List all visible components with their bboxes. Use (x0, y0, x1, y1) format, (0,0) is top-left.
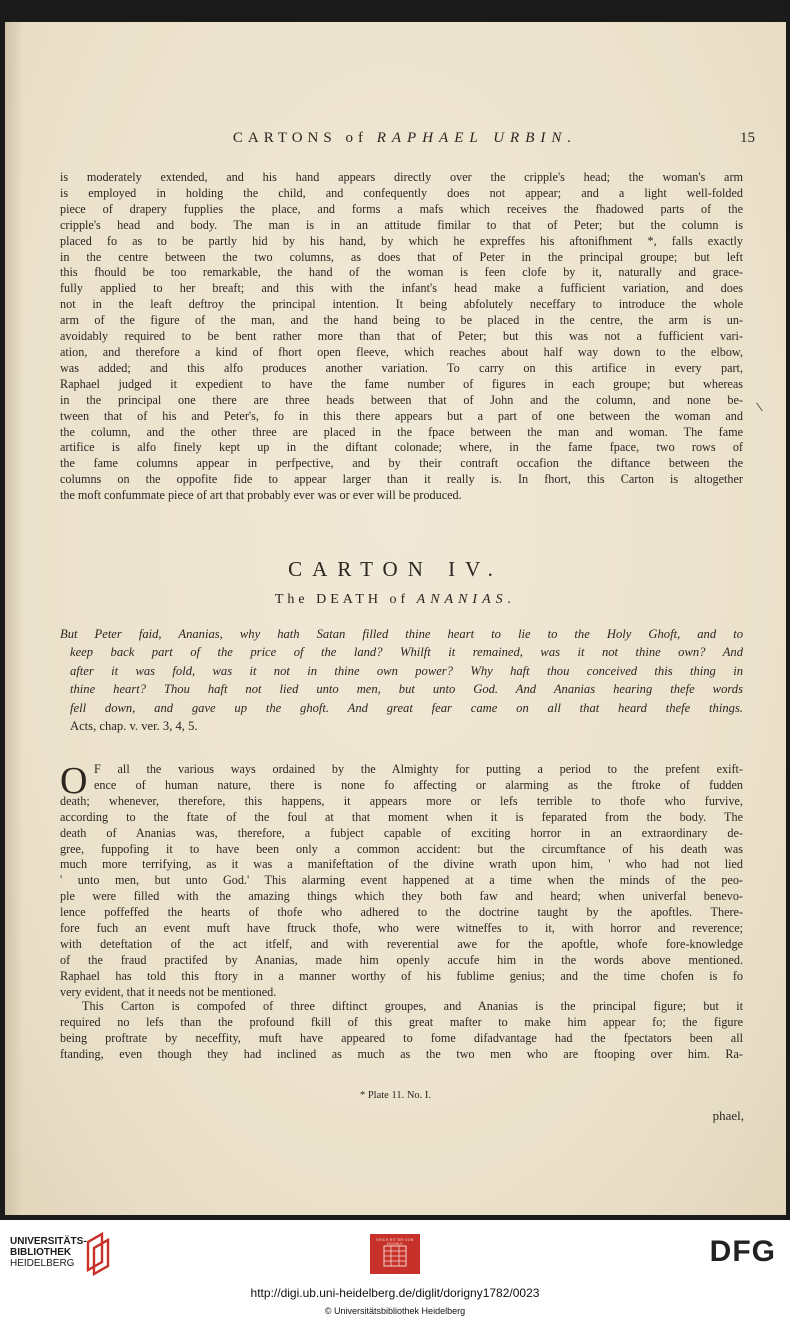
paragraph-2 (60, 762, 743, 1001)
running-head (45, 114, 765, 154)
text-line: Raphael judged it expedient to have the fame number of figures in each groupe; but whereas (60, 376, 743, 391)
text-line: ' unto men, but unto God.' This alarming event happened at a time when the minds of the peo- (60, 873, 743, 888)
text-line: death of Ananias was, therefore, a fubject capable of exciting horror in an extraordinary de- (60, 825, 743, 840)
paragraph-3 (60, 999, 743, 1063)
epigraph (60, 625, 743, 735)
text-line: artifice is alfo finely kept up in the diftant colonade; where, in the fame fpace, two rows of (60, 440, 743, 455)
text-line: This Carton is compofed of three diftinct groupes, and Ananias is the principal figure; but it (82, 999, 743, 1013)
text-line: was added; and this alfo produces another variation. To carry on this artifice in every part, (60, 360, 743, 375)
text-line: fore fuch an event muft have ftruck thofe, who were witneffes to it, with horror and reverence; (60, 921, 743, 936)
copyright-notice: © Universitätsbibliothek Heidelberg (324, 1306, 466, 1316)
text-line: ation, and therefore a kind of fhort open fleeve, which reaches about half way down to the elbow, (60, 344, 743, 359)
text-line: cripple's head and body. The man is in an attitude fimilar to that of Peter; but the column is (60, 217, 743, 232)
library-name-line-1: UNIVERSITÄTS- (10, 1236, 87, 1247)
text-line: columns on the oppofite fide to appear larger than it really is. In fhort, this Carton is altogether (60, 472, 743, 487)
text-line: in the centre between the two columns, as does that of Peter in the principal groupe; but left (60, 249, 743, 264)
text-line: arm of the figure of the man, and the hand being to be placed in the centre, the arm is un- (60, 313, 743, 328)
epigraph-citation: Acts, chap. v. ver. 3, 4, 5. (70, 719, 198, 734)
catchword: phael, (712, 1108, 744, 1123)
margin-mark (756, 403, 763, 412)
footnote: * Plate 11. No. I. (359, 1090, 432, 1101)
epigraph-line: after it was fold, was it not in thine own power? Why haft thou conceived this thing in (70, 663, 743, 678)
text-line: the moft confummate piece of art that probably ever was or ever will be produced. (60, 488, 462, 503)
seal-text: ERICH RITTER VON DOUBLE (376, 1238, 414, 1246)
drop-cap: O (60, 760, 88, 802)
text-line: with deteftation of the act itfelf, and with reverential awe for the apoftle, whofe fore-knowledge (60, 936, 743, 951)
text-line: Raphael has told this ftory in a manner worthy of his fublime genius; and the time chofen is fo (60, 968, 743, 983)
text-line: the column, and the other three are placed in the fpace between the man and woman. The fame (60, 424, 743, 439)
viewer-footer (0, 1220, 790, 1324)
text-line: placed fo as to be partly hid by his hand, by which he expreffes his aftonifhment *, falls exactly (60, 233, 743, 248)
book-page (5, 22, 786, 1215)
text-line: according to the ftate of the foul at that moment when it is feparated from the body. The (60, 809, 743, 824)
library-logo-mark-icon (82, 1230, 114, 1276)
text-line: tween that of his and Peter's, fo in this there appears but a part of one between the woman and (60, 408, 743, 423)
section-subtitle (5, 592, 786, 608)
paragraph-1 (60, 170, 743, 504)
library-logo[interactable] (10, 1230, 114, 1278)
text-line: ftanding, even though they had inclined as much as the two men who are ftooping over him. Ra- (60, 1046, 743, 1061)
library-name-line-2: BIBLIOTHEK (10, 1247, 72, 1258)
text-line: very evident, that it needs not be mentioned. (60, 984, 277, 999)
epigraph-line: keep back part of the price of the land? Whilft it remained, was it not thine own? And (70, 645, 743, 660)
epigraph-line: fell down, and gave up the ghoft. And great fear came on all that heard thefe things. (70, 700, 743, 715)
page-number: 15 (740, 130, 755, 146)
running-title-italic: RAPHAEL URBIN. (376, 130, 578, 146)
seal-emblem-icon (383, 1245, 407, 1267)
epigraph-line: thine heart? Thou haft not lied unto men, but unto God. And Ananias hearing thefe words (70, 682, 743, 697)
library-name-line-3: HEIDELBERG (10, 1258, 75, 1269)
permalink[interactable]: http://digi.ub.uni-heidelberg.de/diglit/dorigny1782/0023 (250, 1286, 540, 1300)
text-line: being proftrate by neceffity, muft have appeared to fome difadvantage had the fpectators been all (60, 1030, 743, 1045)
digitization-seal[interactable] (370, 1234, 420, 1274)
text-line: in the principal one there are three heads between that of John and the column, and none be- (60, 392, 743, 407)
text-line: the fame columns appear in perfpective, and by their contraft occafion the diftance between the (60, 456, 743, 471)
text-line: is moderately extended, and his hand appears directly over the cripple's head; the woman's arm (60, 170, 743, 184)
section-subtitle-prefix: The DEATH of (274, 592, 410, 607)
text-line: not in the leaft deftroy the principal intention. It being abfolutely neceffary to introduce the whole (60, 297, 743, 312)
running-title (45, 130, 765, 147)
library-logo-text (10, 1236, 87, 1269)
text-line: F all the various ways ordained by the Almighty for putting a period to the prefent exift- (94, 762, 743, 776)
page-gutter-shadow (5, 22, 23, 1215)
text-line: is employed in holding the child, and confequently does not appear; and a light well-folded (60, 185, 743, 200)
running-title-prefix: CARTONS of (232, 130, 368, 146)
text-line: ple were filled with the amazing things which they both faw and heard; when univerfal benevo- (60, 889, 743, 904)
text-line: death; whenever, therefore, this happens, it appears more or lefs terrible to thofe who furvive, (60, 793, 743, 808)
text-line: gree, fuppofing it to have been only a common accident: but the circumftance of his death was (60, 841, 743, 856)
text-line: of the fraud practifed by Ananias, made him openly accufe him in the words above mentioned. (60, 952, 743, 967)
text-line: ence of human nature, there is none fo affecting or alarming as the ftroke of fudden (94, 777, 743, 792)
dfg-logo[interactable]: DFG (709, 1235, 776, 1268)
text-line: lence poffeffed the hearts of thofe who adhered to the doctrine taught by the apoftles. There- (60, 905, 743, 920)
section-subtitle-italic: ANANIAS. (416, 592, 517, 607)
text-line: much more terrifying, as it was a manifeftation of the divine wrath upon him, ' who had not lied (60, 857, 743, 872)
section-title: CARTON IV. (288, 557, 503, 581)
text-line: this fhould be too remarkable, the hand of the woman is feen clofe by it, naturally and grace- (60, 265, 743, 280)
text-line: avoidably required to be bent rather more than that of Peter; but this was not a fufficient vari- (60, 329, 743, 344)
epigraph-line: But Peter faid, Ananias, why hath Satan filled thine heart to lie to the Holy Ghoft, and to (60, 627, 743, 641)
text-line: fully applied to her breaft; and this with the infant's head make a fufficient variation, and does (60, 281, 743, 296)
text-line: piece of drapery fupplies the place, and forms a mafs which receives the fhadowed parts of the (60, 201, 743, 216)
text-line: required no lefs than the profound fkill of this great mafter to make him appear fo; the figure (60, 1014, 743, 1029)
